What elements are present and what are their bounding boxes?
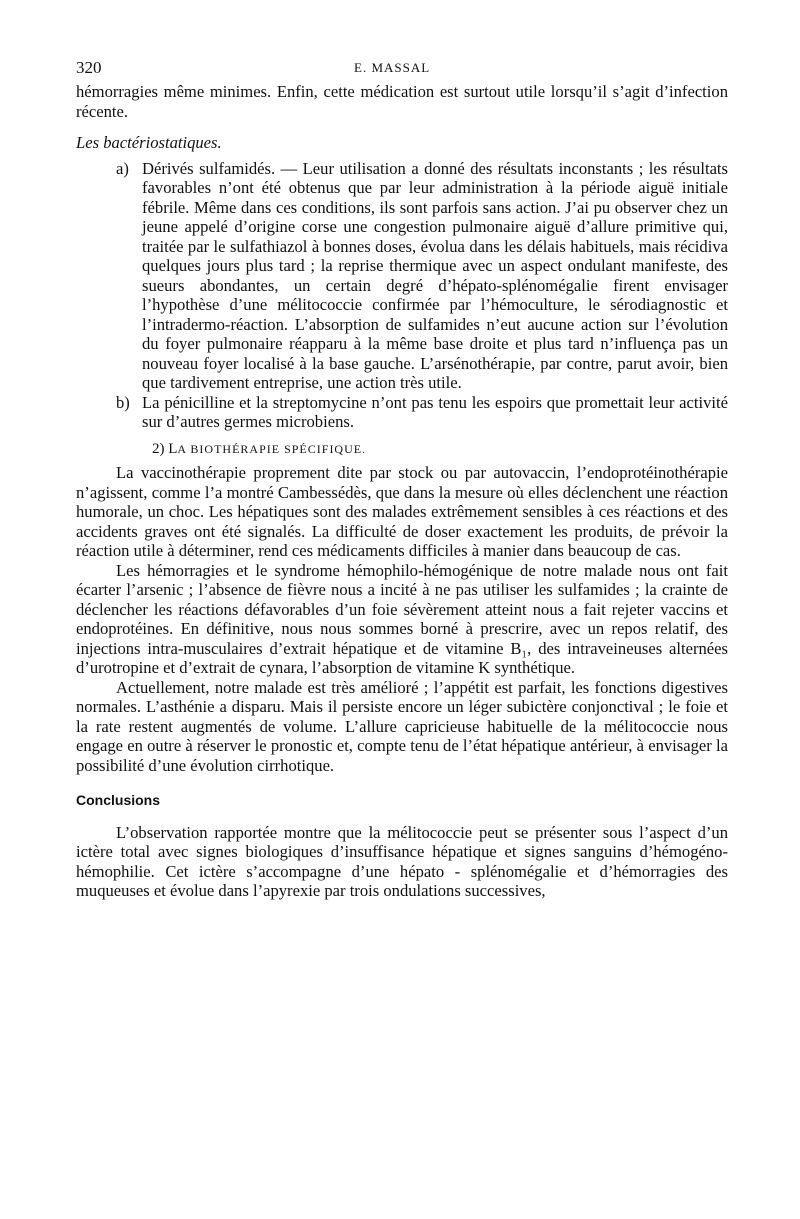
paragraph-vaccinotherapie: La vaccinothérapie proprement dite par stock ou par autovaccin, l’endoprotéinothérapie n’agissent, comme l’a montré Cambessédès, que dans la mesure où elles déclenchent une réaction humorale, un choc. Les hépatiques sont des malades extrêmement sensibles à ces réactions et des accidents graves ont été signalés. La difficulté de doser exactement les produits, de prévoir la réaction utile à déterminer, rend ces médicaments difficiles à manier dans beaucoup de cas. (76, 463, 728, 560)
paragraph-continuation: hémorragies même minimes. Enfin, cette médication est surtout utile lorsqu’il s’agit d’infection récente. (76, 82, 728, 121)
subsection-number: 2) L (152, 440, 178, 457)
conclusions-heading: Conclusions (76, 792, 161, 808)
list-text-b: La pénicilline et la streptomycine n’ont pas tenu les espoirs que promettait leur activité sur d’autres germes microbiens. (142, 392, 728, 431)
page-header (76, 58, 728, 82)
page (76, 58, 728, 901)
page-number: 320 (76, 58, 102, 77)
list-item-a (76, 159, 728, 393)
subsection-title: A BIOTHÉRAPIE SPÉCIFIQUE. (177, 441, 367, 456)
section-title-bacteriostatiques: Les bactériostatiques. (76, 133, 222, 152)
paragraph-hemorragies: Les hémorragies et le syndrome hémophilo-hémogénique de notre malade nous ont fait écarter l’arsenic ; l’absence de fièvre nous a incité à ne pas utiliser les sulfamides ; la crainte de déclencher les réactions défavorables d’un foie sévèrement atteint nous a fait rejeter vaccins et endoprotéines. En définitive, nous nous sommes borné à prescrire, avec un repos relatif, des injections intra-musculaires d’extrait hépatique et de vitamine B₁, des intraveineuses alternées d’urotropine et d’extrait de cynara, l’absorption de vitamine K synthétique. (76, 560, 728, 677)
list-label-a: a) (116, 158, 129, 178)
paragraph-conclusion: L’observation rapportée montre que la mélitococcie peut se présenter sous l’aspect d’un ictère total avec signes biologiques d’insuffisance hépatique et signes sanguins d’hémogéno-hémophilie. Cet ictère s’accompagne d’une hépato - splénomégalie et d’hémorragies des muqueuses et évolue dans l’apyrexie par trois ondulations successives, (76, 822, 728, 900)
list-label-b: b) (116, 392, 130, 412)
subsection-heading-biotherapie (76, 440, 728, 460)
list-item-b (76, 393, 728, 432)
paragraph-actuellement: Actuellement, notre malade est très amélioré ; l’appétit est parfait, les fonctions digestives normales. L’asthénie a disparu. Mais il persiste encore un léger subictère conjonctival ; le foie et la rate restent augmentés de volume. L’allure capricieuse habituelle de la mélitococcie nous engage en outre à réserver le pronostic et, compte tenu de l’état hépatique antérieur, à envisager la possibilité d’une évolution cirrhotique. (76, 677, 728, 775)
list-text-a: Dérivés sulfamidés. — Leur utilisation a donné des résultats inconstants ; les résultats favorables n’ont été obtenus que par leur administration à la période aiguë initiale fébrile. Même dans ces conditions, ils sont parfois sans action. J’ai pu observer chez un jeune appelé d’origine corse une congestion pulmonaire aiguë d’allure primitive qui, traitée par le sulfathiazol à bonnes doses, évolua dans les délais habituels, mais récidiva quelques jours plus tard ; la reprise thermique avec un aspect ondulant manifeste, des sueurs abondantes, un certain degré d’hépato-splénomégalie firent envisager l’hypothèse d’une mélitococcie confirmée par l’hémoculture, le sérodiagnostic et l’intradermo-réaction. L’absorption de sulfamides n’eut aucune action sur l’évolution du foyer pulmonaire réapparu à la même base droite et plus tard n’influença pas un nouveau foyer localisé à la base gauche. L’arsénothérapie, par contre, parut avoir, bien que tardivement entreprise, une action très utile. (142, 158, 728, 392)
running-head: E. MASSAL (354, 60, 431, 75)
